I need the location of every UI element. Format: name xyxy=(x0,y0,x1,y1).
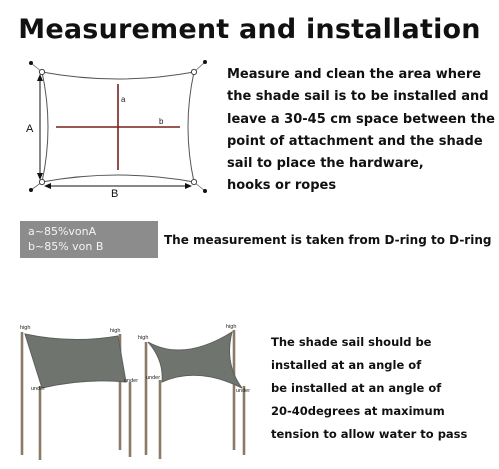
label-B: B xyxy=(111,188,119,200)
sail-installation-diagram xyxy=(12,322,267,462)
right-sail xyxy=(148,332,242,388)
legend-line-b: b~85% von B xyxy=(28,240,104,253)
angle-line: 20-40degrees at maximum xyxy=(271,404,445,418)
under-label: under xyxy=(124,378,139,384)
high-label: high xyxy=(20,325,31,331)
label-a: a xyxy=(121,95,126,104)
dring-note: The measurement is taken from D-ring to D-ring xyxy=(164,233,492,247)
label-A: A xyxy=(26,123,34,135)
sail-measurement-diagram xyxy=(20,52,220,202)
angle-instructions xyxy=(271,331,499,446)
label-b: b xyxy=(159,117,164,126)
measure-instructions xyxy=(227,64,497,198)
high-label: high xyxy=(138,335,149,341)
measure-line: sail to place the hardware, xyxy=(227,156,424,172)
measure-line: the shade sail is to be installed and xyxy=(227,89,489,105)
high-label: high xyxy=(226,324,237,330)
legend-line-a: a~85%vonA xyxy=(28,225,97,238)
measure-line: Measure and clean the area where xyxy=(227,67,482,82)
left-sail xyxy=(25,334,126,388)
angle-line: installed at an angle of xyxy=(271,358,422,372)
ratio-legend xyxy=(20,221,158,258)
measure-line: point of attachment and the shade xyxy=(227,133,483,149)
angle-line: The shade sail should be xyxy=(271,335,432,349)
page-title: Measurement and installation xyxy=(18,14,481,45)
measure-line: hooks or ropes xyxy=(227,178,337,194)
angle-line: be installed at an angle of xyxy=(271,381,442,395)
measure-line: leave a 30-45 cm space between the xyxy=(227,111,495,127)
high-label: high xyxy=(110,328,121,334)
under-label: under xyxy=(146,375,161,381)
under-label: under xyxy=(31,386,46,392)
angle-line: tension to allow water to pass xyxy=(271,427,468,441)
under-label: under xyxy=(236,388,251,394)
